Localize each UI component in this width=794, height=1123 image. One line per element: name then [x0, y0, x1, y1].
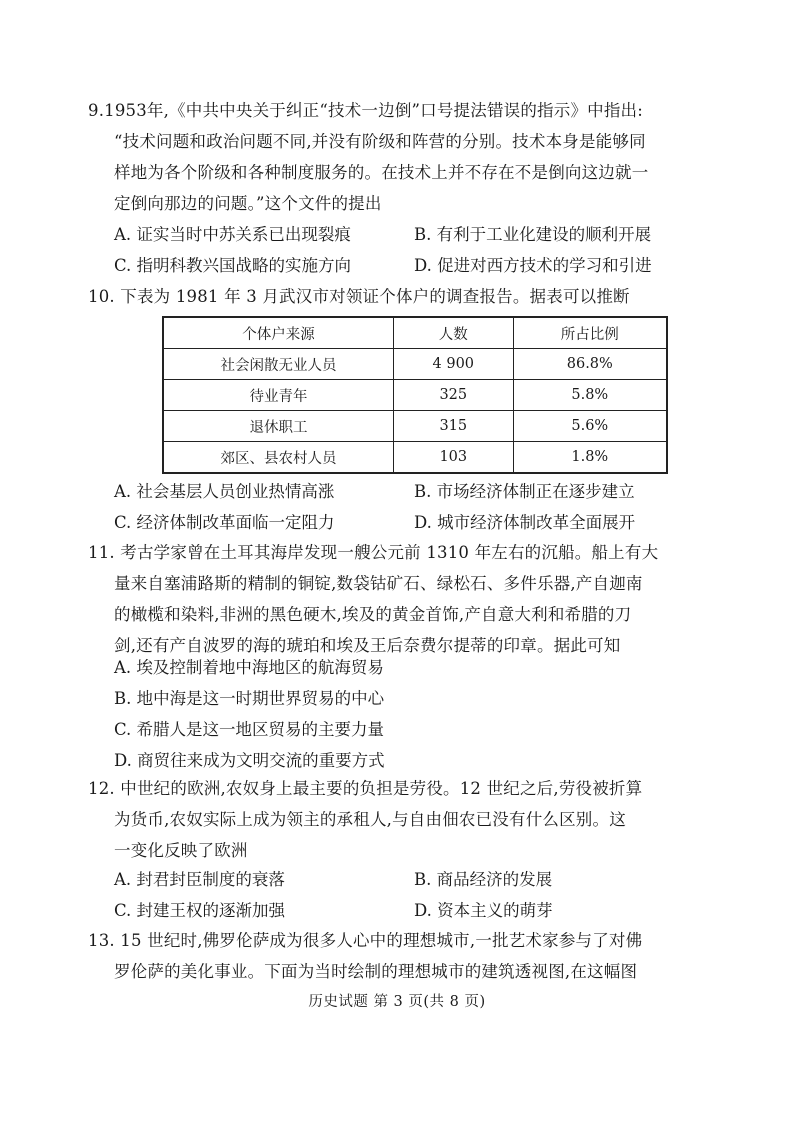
option-d: D. 资本主义的萌芽 — [414, 901, 553, 920]
question-12-options — [114, 864, 674, 926]
option-d: D. 城市经济体制改革全面展开 — [414, 513, 636, 532]
option-b: B. 市场经济体制正在逐步建立 — [414, 482, 635, 501]
table-cell-source: 郊区、县农村人员 — [163, 442, 393, 474]
option-c: C. 经济体制改革面临一定阻力 — [114, 513, 335, 532]
option-d: D. 商贸往来成为文明交流的重要方式 — [114, 751, 385, 770]
table-cell-source: 社会闲散无业人员 — [163, 349, 393, 380]
table-cell-source: 待业青年 — [163, 380, 393, 411]
table-row — [163, 411, 667, 442]
table-cell-ratio: 1.8% — [513, 442, 667, 474]
option-b: B. 地中海是这一时期世界贸易的中心 — [114, 689, 385, 708]
table-header-source: 个体户来源 — [163, 317, 393, 349]
table-header-ratio: 所占比例 — [513, 317, 667, 349]
table-cell-count: 325 — [393, 380, 513, 411]
question-9 — [88, 95, 688, 219]
question-12-line: 为货币,农奴实际上成为领主的承租人,与自由佃农已没有什么区别。这 — [114, 810, 626, 829]
table-cell-source: 退休职工 — [163, 411, 393, 442]
question-10-line: 10. 下表为 1981 年 3 月武汉市对领证个体户的调查报告。据表可以推断 — [88, 287, 630, 306]
option-b: B. 有利于工业化建设的顺利开展 — [414, 225, 652, 244]
option-a: A. 证实当时中苏关系已出现裂痕 — [114, 225, 351, 244]
table-cell-ratio: 86.8% — [513, 349, 667, 380]
option-d: D. 促进对西方技术的学习和引进 — [414, 256, 652, 275]
question-11-line: 的橄榄和染料,非洲的黑色硬木,埃及的黄金首饰,产自意大利和希腊的刀 — [114, 605, 632, 624]
option-b: B. 商品经济的发展 — [414, 870, 553, 889]
option-c: C. 希腊人是这一地区贸易的主要力量 — [114, 720, 385, 739]
question-13-line: 13. 15 世纪时,佛罗伦萨成为很多人心中的理想城市,一批艺术家参与了对佛 — [88, 931, 643, 950]
question-9-options — [114, 219, 674, 281]
question-9-line: “技术问题和政治问题不同,并没有阶级和阵营的分别。技术本身是能够同 — [114, 132, 646, 151]
table-header-count: 人数 — [393, 317, 513, 349]
question-11-options — [114, 652, 674, 776]
question-13 — [88, 925, 688, 987]
question-10 — [88, 281, 688, 312]
option-c: C. 指明科教兴国战略的实施方向 — [114, 256, 352, 275]
survey-table — [162, 316, 668, 474]
table-header-row — [163, 317, 667, 349]
question-12-line: 12. 中世纪的欧洲,农奴身上最主要的负担是劳役。12 世纪之后,劳役被折算 — [88, 779, 643, 798]
question-9-line: 样地为各个阶级和各种制度服务的。在技术上并不存在不是倒向这边就一 — [114, 163, 649, 182]
question-12 — [88, 773, 688, 866]
question-10-options — [114, 476, 674, 538]
option-a: A. 封君封臣制度的衰落 — [114, 870, 285, 889]
table-cell-count: 103 — [393, 442, 513, 474]
table-row — [163, 349, 667, 380]
table-cell-ratio: 5.8% — [513, 380, 667, 411]
option-a: A. 社会基层人员创业热情高涨 — [114, 482, 335, 501]
question-11 — [88, 537, 688, 661]
question-9-line: 9.1953年,《中共中央关于纠正“技术一边倒”口号提法错误的指示》中指出: — [88, 101, 644, 120]
option-a: A. 埃及控制着地中海地区的航海贸易 — [114, 658, 384, 677]
question-13-line: 罗伦萨的美化事业。下面为当时绘制的理想城市的建筑透视图,在这幅图 — [114, 962, 638, 981]
question-12-line: 一变化反映了欧洲 — [114, 841, 248, 860]
question-11-line: 量来自塞浦路斯的精制的铜锭,数袋钴矿石、绿松石、多件乐器,产自迦南 — [114, 574, 643, 593]
table-cell-count: 4 900 — [393, 349, 513, 380]
table-cell-count: 315 — [393, 411, 513, 442]
option-c: C. 封建王权的逐渐加强 — [114, 901, 286, 920]
question-11-line: 剑,还有产自波罗的海的琥珀和埃及王后奈费尔提蒂的印章。据此可知 — [114, 636, 621, 655]
question-11-line: 11. 考古学家曾在土耳其海岸发现一艘公元前 1310 年左右的沉船。船上有大 — [88, 543, 659, 562]
page-footer: 历史试题 第 3 页(共 8 页) — [308, 994, 486, 1010]
question-9-line: 定倒向那边的问题。”这个文件的提出 — [114, 194, 382, 213]
table-row — [163, 442, 667, 474]
table-row — [163, 380, 667, 411]
table-cell-ratio: 5.6% — [513, 411, 667, 442]
